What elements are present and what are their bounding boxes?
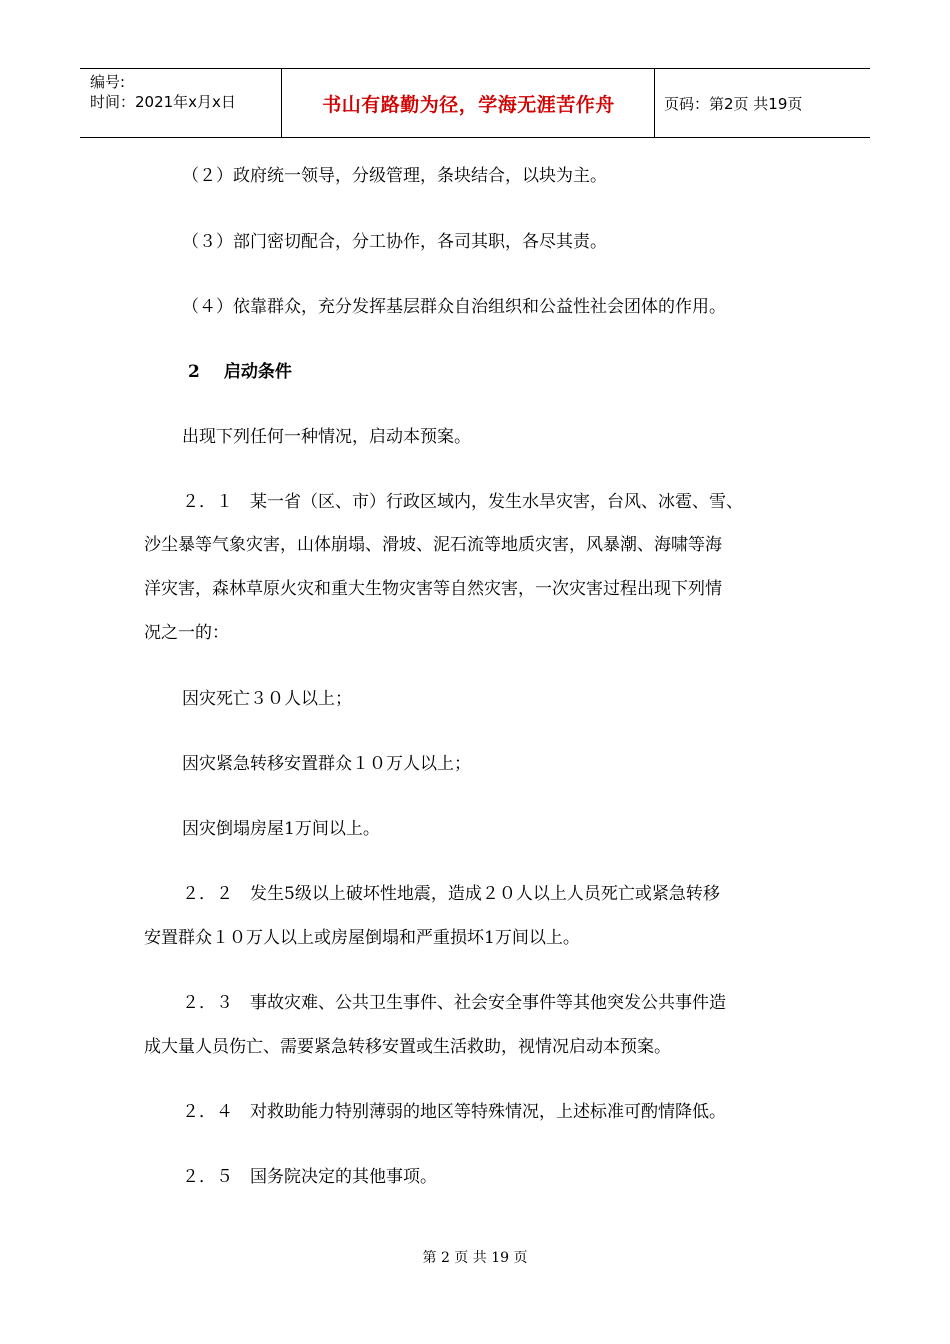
criterion-item: 因灾倒塌房屋1万间以上。 xyxy=(182,819,380,839)
clause-line: ２．２ 发生5级以上破坏性地震，造成２０人以上人员死亡或紧急转移 xyxy=(182,884,720,904)
clause-line: ２．１ 某一省（区、市）行政区域内，发生水旱灾害，台风、冰雹、雪、 xyxy=(182,492,743,512)
header-page-info: 页码：第2页 共19页 xyxy=(664,95,803,113)
page-header xyxy=(80,68,870,138)
header-motto: 书山有路勤为径，学海无涯苦作舟 xyxy=(322,93,615,116)
header-divider xyxy=(654,69,655,137)
clause-line: 况之一的： xyxy=(144,623,229,643)
clause-line: ２．５ 国务院决定的其他事项。 xyxy=(182,1167,437,1187)
clause-line: 安置群众１０万人以上或房屋倒塌和严重损坏1万间以上。 xyxy=(144,928,580,948)
paragraph: （４）依靠群众，充分发挥基层群众自治组织和公益性社会团体的作用。 xyxy=(182,297,726,317)
paragraph: （２）政府统一领导，分级管理，条块结合，以块为主。 xyxy=(182,166,607,186)
criterion-item: 因灾紧急转移安置群众１０万人以上； xyxy=(182,754,471,774)
clause-line: ２．３ 事故灾难、公共卫生事件、社会安全事件等其他突发公共事件造 xyxy=(182,993,726,1013)
paragraph: 出现下列任何一种情况，启动本预案。 xyxy=(182,427,471,447)
paragraph: （３）部门密切配合，分工协作，各司其职，各尽其责。 xyxy=(182,232,607,252)
section-number: 2 xyxy=(188,362,200,382)
criterion-item: 因灾死亡３０人以上； xyxy=(182,689,352,709)
code-label: 编号: xyxy=(90,73,126,91)
time-label: 时间：2021年x月x日 xyxy=(90,93,236,111)
section-heading xyxy=(188,357,292,382)
clause-line: ２．４ 对救助能力特别薄弱的地区等特殊情况，上述标准可酌情降低。 xyxy=(182,1102,726,1122)
page-footer: 第 2 页 共 19 页 xyxy=(422,1250,528,1266)
clause-line: 洋灾害，森林草原火灾和重大生物灾害等自然灾害，一次灾害过程出现下列情 xyxy=(144,579,722,599)
header-left-cell xyxy=(90,72,236,112)
section-title: 启动条件 xyxy=(223,362,292,382)
clause-line: 成大量人员伤亡、需要紧急转移安置或生活救助，视情况启动本预案。 xyxy=(144,1037,671,1057)
clause-line: 沙尘暴等气象灾害，山体崩塌、滑坡、泥石流等地质灾害，风暴潮、海啸等海 xyxy=(144,535,722,555)
header-divider xyxy=(281,69,282,137)
